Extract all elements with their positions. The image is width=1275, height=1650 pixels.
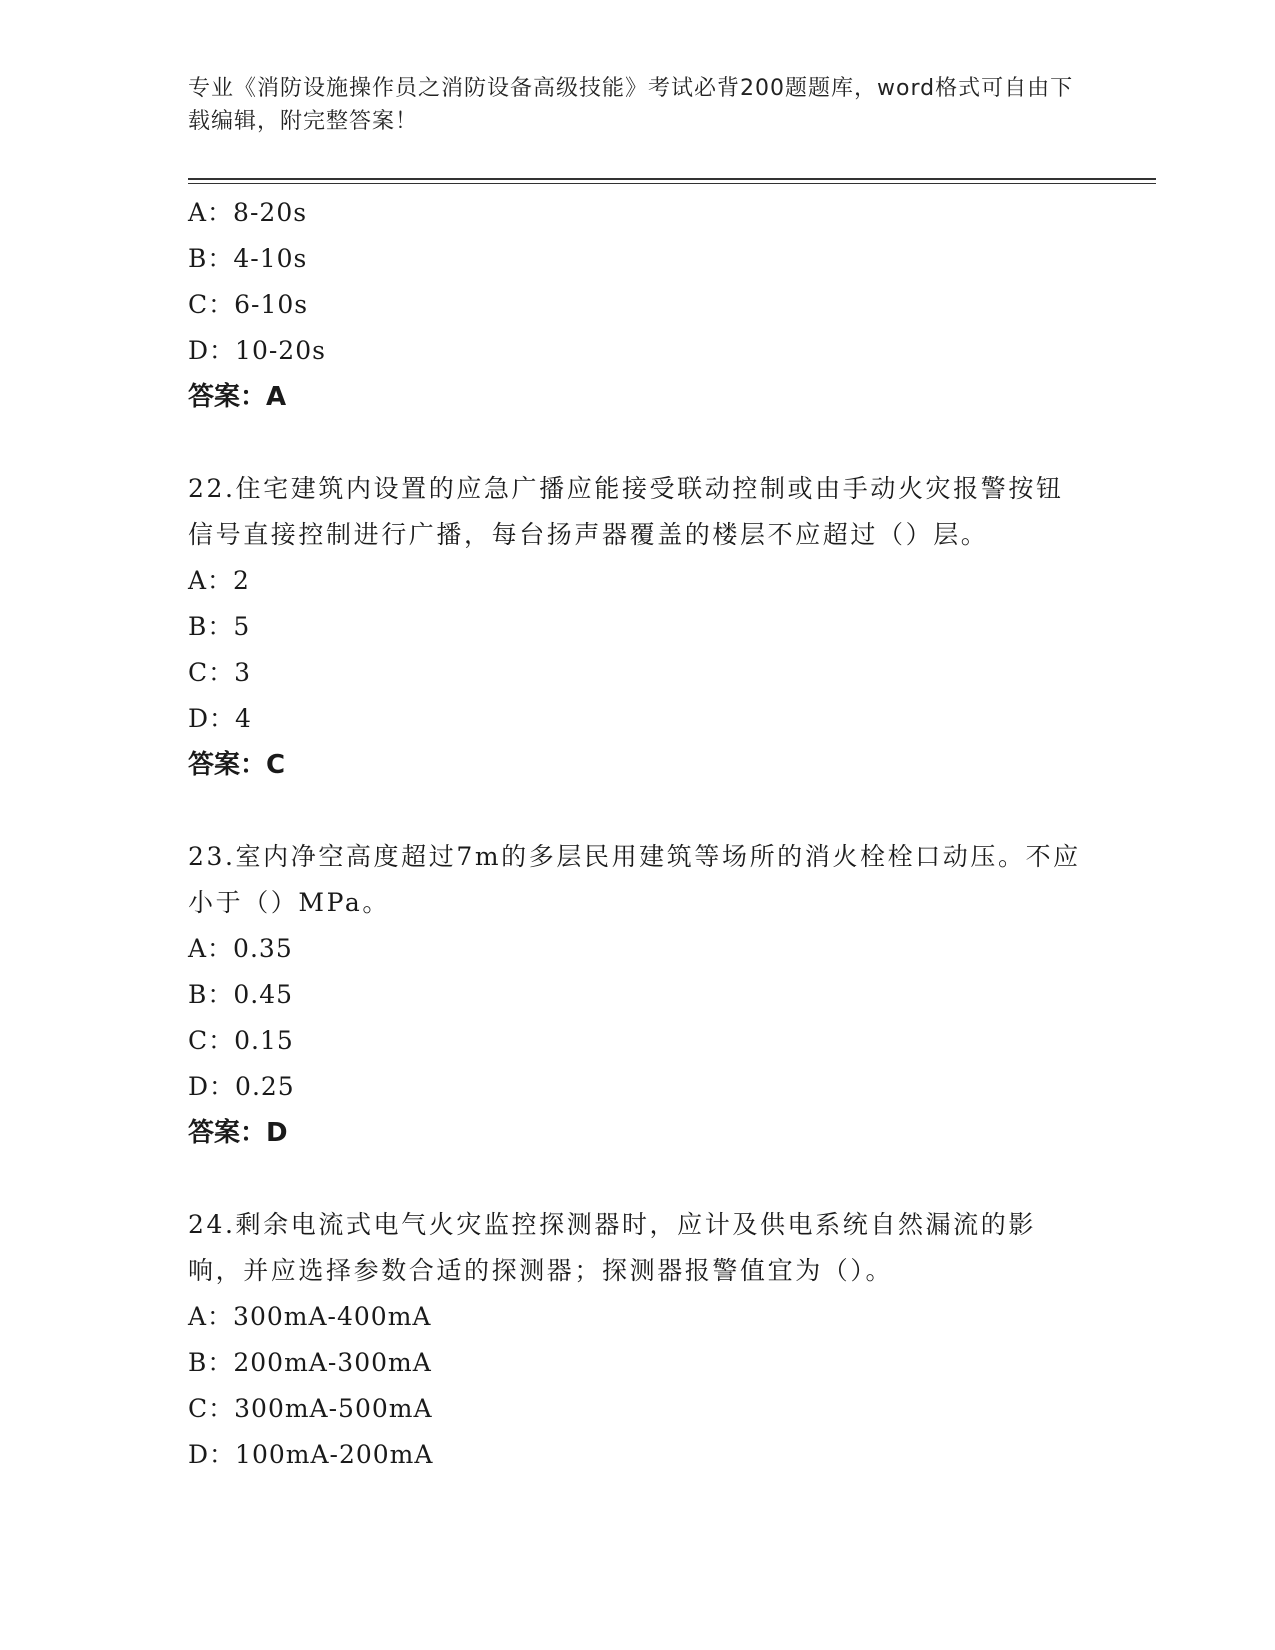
question-block-21 xyxy=(188,190,1088,420)
option-b: B：5 xyxy=(188,612,251,641)
document-body xyxy=(188,190,1088,1478)
option-d: D：4 xyxy=(188,704,252,733)
option-c: C：6-10s xyxy=(188,290,309,319)
option-c: C：300mA-500mA xyxy=(188,1394,433,1423)
option-b: B：4-10s xyxy=(188,244,308,273)
header-divider-thin xyxy=(188,183,1156,184)
option-a: A：0.35 xyxy=(188,934,293,963)
option-c: C：0.15 xyxy=(188,1026,294,1055)
question-block-22 xyxy=(188,466,1088,788)
option-a: A：300mA-400mA xyxy=(188,1302,432,1331)
option-d: D：100mA-200mA xyxy=(188,1440,434,1469)
answer-line: 答案：D xyxy=(188,1118,288,1148)
answer-line: 答案：A xyxy=(188,382,287,412)
question-text: 22.住宅建筑内设置的应急广播应能接受联动控制或由手动火灾报警按钮信号直接控制进行广播，每台扬声器覆盖的楼层不应超过（）层。 xyxy=(188,474,1064,549)
option-d: D：10-20s xyxy=(188,336,326,365)
header-divider xyxy=(188,178,1156,180)
option-a: A：8-20s xyxy=(188,198,308,227)
question-text: 23.室内净空高度超过7m的多层民用建筑等场所的消火栓栓口动压。不应小于（）MPa。 xyxy=(188,842,1081,917)
option-d: D：0.25 xyxy=(188,1072,295,1101)
question-block-23 xyxy=(188,834,1088,1156)
option-a: A：2 xyxy=(188,566,250,595)
option-c: C：3 xyxy=(188,658,252,687)
question-block-24 xyxy=(188,1202,1088,1478)
option-b: B：200mA-300mA xyxy=(188,1348,432,1377)
answer-line: 答案：C xyxy=(188,750,286,780)
document-header: 专业《消防设施操作员之消防设备高级技能》考试必背200题题库，word格式可自由下载编辑，附完整答案！ xyxy=(188,76,1074,134)
question-text: 24.剩余电流式电气火灾监控探测器时，应计及供电系统自然漏流的影响，并应选择参数合适的探测器；探测器报警值宜为（）。 xyxy=(188,1210,1036,1285)
option-b: B：0.45 xyxy=(188,980,294,1009)
